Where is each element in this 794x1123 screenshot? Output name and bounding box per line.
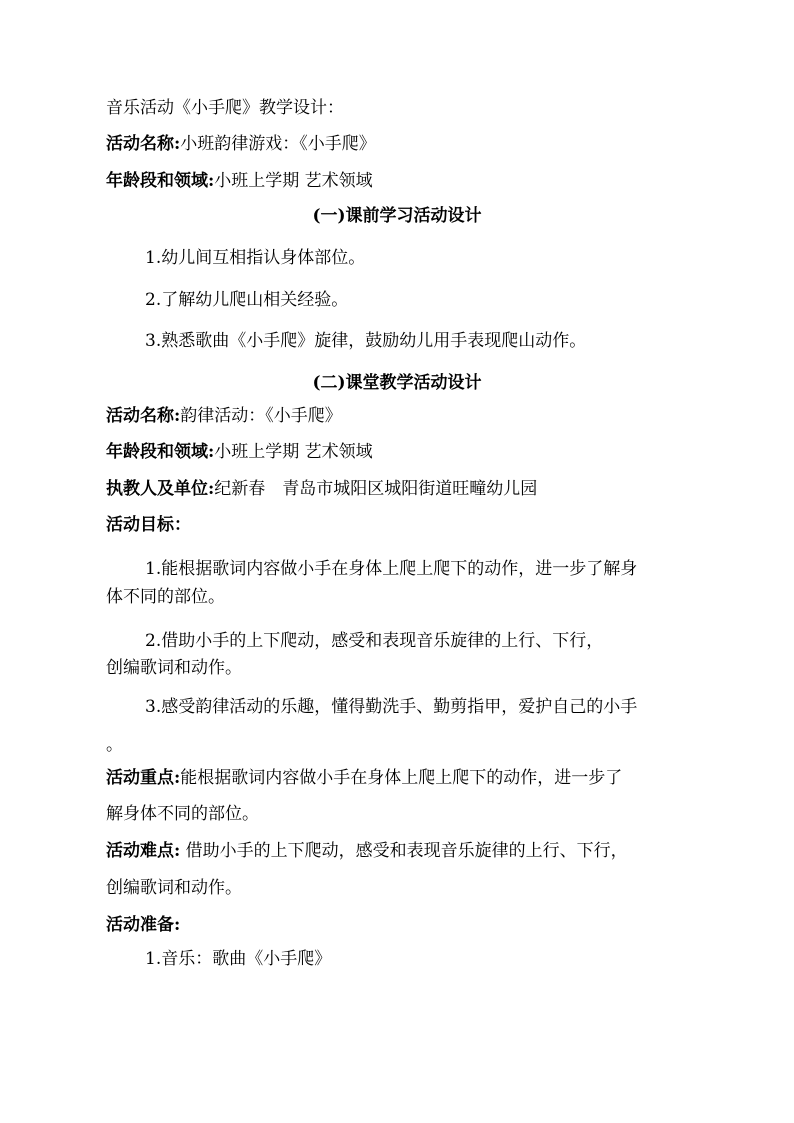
difficulty-line1: 借助小手的上下爬动，感受和表现音乐旋律的上行、下行， (180, 841, 628, 861)
section1-item: 3.熟悉歌曲《小手爬》旋律，鼓励幼儿用手表现爬山动作。 (145, 331, 587, 351)
goal-1-line2: 体不同的部位。 (106, 587, 225, 607)
section2-age-field-value: 小班上学期 艺术领域 (214, 442, 373, 462)
goal-3-line1: 3.感受韵律活动的乐趣，懂得勤洗手、勤剪指甲，爱护自己的小手 (145, 697, 638, 717)
activity-name-row (106, 133, 696, 155)
section2-heading: (二)课堂教学活动设计 (312, 373, 482, 393)
document-title: 音乐活动《小手爬》教学设计： (106, 98, 344, 118)
teacher-row (106, 478, 696, 500)
goals-label: 活动目标： (106, 515, 191, 535)
section1-item: 2.了解幼儿爬山相关经验。 (145, 290, 349, 310)
section1-item: 1.幼儿间互相指认身体部位。 (145, 248, 366, 268)
activity-name-value: 小班韵律游戏：《小手爬》 (180, 134, 376, 154)
difficulty-label: 活动难点: (106, 841, 181, 861)
goal-2-line1: 2.借助小手的上下爬动，感受和表现音乐旋律的上行、下行， (145, 631, 604, 651)
section2-activity-name-row (106, 405, 696, 427)
difficulty-row (106, 840, 696, 862)
teacher-value: 纪新春 青岛市城阳区城阳街道旺疃幼儿园 (214, 479, 538, 499)
teacher-label: 执教人及单位: (106, 479, 215, 499)
goal-1-line1: 1.能根据歌词内容做小手在身体上爬上爬下的动作，进一步了解身 (145, 559, 638, 579)
section1-heading: (一)课前学习活动设计 (312, 206, 482, 226)
goal-3-line2: 。 (106, 735, 123, 755)
key-point-label: 活动重点: (106, 768, 181, 788)
section2-age-field-row (106, 441, 696, 463)
prep-label: 活动准备: (106, 915, 181, 935)
goal-2-line2: 创编歌词和动作。 (106, 658, 242, 678)
key-point-line1: 能根据歌词内容做小手在身体上爬上爬下的动作，进一步了 (180, 768, 623, 788)
section2-activity-name-label: 活动名称: (106, 406, 181, 426)
age-field-value: 小班上学期 艺术领域 (214, 171, 373, 191)
age-field-row (106, 170, 696, 192)
key-point-line2: 解身体不同的部位。 (106, 804, 259, 824)
key-point-row (106, 767, 696, 789)
section2-activity-name-value: 韵律活动：《小手爬》 (180, 406, 342, 426)
difficulty-line2: 创编歌词和动作。 (106, 878, 242, 898)
activity-name-label: 活动名称: (106, 134, 181, 154)
section2-age-field-label: 年龄段和领域: (106, 442, 215, 462)
age-field-label: 年龄段和领域: (106, 171, 215, 191)
prep-item: 1.音乐：歌曲《小手爬》 (145, 949, 332, 969)
